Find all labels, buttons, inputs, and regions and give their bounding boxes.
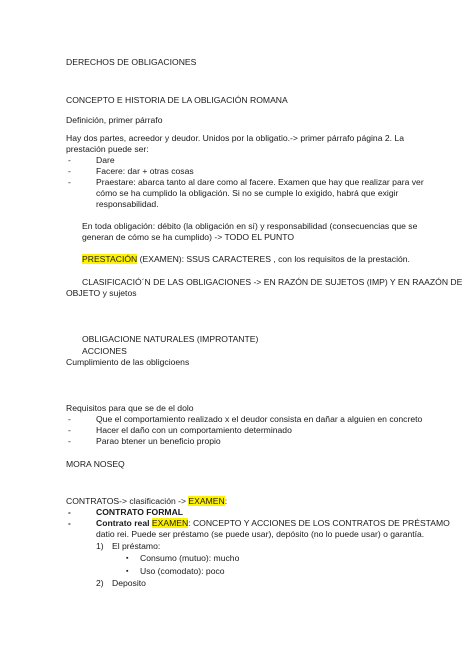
paragraph: prestación puede ser:: [66, 144, 149, 154]
list-item: Dare: [96, 155, 115, 165]
paragraph: En toda obligación: débito (la obligación en sí) y responsabilidad (consecuencias que se: [82, 221, 418, 231]
bold-text: Contrato real: [96, 518, 150, 528]
paragraph: Cumplimiento de las obligcioens: [66, 357, 190, 367]
highlight: PRESTACIÓN: [82, 254, 138, 264]
list-item: Uso (comodato): poco: [140, 566, 225, 576]
list-item: Deposito: [112, 578, 146, 588]
bullet-dash: -: [68, 155, 71, 165]
list-item: CONTRATO FORMAL: [96, 507, 184, 517]
highlight: EXAMEN: [151, 518, 189, 528]
bullet-dash: -: [68, 436, 71, 446]
list-item: Hacer el daño con un comportamiento determinado: [96, 425, 292, 435]
list-item: Facere: dar + otras cosas: [96, 166, 194, 176]
doc-title: DERECHOS DE OBLIGACIONES: [66, 57, 197, 67]
paragraph: [82, 254, 410, 265]
paragraph: Definición, primer párrafo: [66, 115, 163, 125]
square-bullet-icon: ▪: [126, 568, 129, 575]
list-item-continued: cómo se ha cumplido la obligación. Si no se cumple lo exigido, habrá que exigir: [96, 188, 399, 198]
list-number: 2): [96, 578, 104, 588]
paragraph: [66, 496, 227, 507]
list-item-continued: datio rei. Puede ser préstamo (se puede usar), depósito (no lo puede usar) o garantía.: [96, 529, 425, 539]
bullet-dash: -: [68, 507, 71, 517]
text: : CONCEPTO Y ACCIONES DE LOS CONTRATOS DE PRÉSTAMO: [188, 518, 450, 528]
paragraph: OBJETO y sujetos: [66, 288, 137, 298]
heading: ACCIONES: [82, 346, 127, 356]
bullet-dash: -: [68, 166, 71, 176]
bullet-dash: -: [68, 414, 71, 424]
list-item: Praestare: abarca tanto al dare como al facere. Examen que hay que realizar para ver: [96, 177, 424, 187]
paragraph: Requisitos para que se de el dolo: [66, 403, 194, 413]
highlight: EXAMEN: [188, 496, 225, 506]
text: (EXAMEN): SSUS CARACTERES , con los requisitos de la prestación.: [137, 254, 410, 264]
list-item: [96, 518, 450, 529]
paragraph: Hay dos partes, acreedor y deudor. Unidos por la obligatio.-> primer párrafo página 2. La: [66, 133, 404, 143]
bullet-dash: -: [68, 177, 71, 187]
text: CONTRATOS-> clasificación ->: [66, 496, 189, 506]
heading: OBLIGACIONE NATURALES (IMPROTANTE): [82, 334, 259, 344]
list-item: El préstamo:: [112, 541, 161, 551]
list-item-continued: responsabilidad.: [96, 199, 159, 209]
list-number: 1): [96, 541, 104, 551]
text: :: [224, 496, 228, 506]
bullet-dash: -: [68, 425, 71, 435]
square-bullet-icon: ▪: [126, 555, 129, 562]
list-item: Consumo (mutuo): mucho: [140, 553, 240, 563]
list-item: Parao btener un beneficio propio: [96, 436, 221, 446]
list-item: Que el comportamiento realizado x el deudor consista en dañar a alguien en concreto: [96, 414, 423, 424]
bullet-dash: -: [68, 518, 71, 528]
paragraph: generan de cómo se ha cumplido) -> TODO EL PUNTO: [82, 232, 294, 242]
section-heading: CONCEPTO E HISTORIA DE LA OBLIGACIÓN ROMANA: [66, 95, 288, 105]
paragraph: CLASIFICACIÓ´N DE LAS OBLIGACIONES -> EN RAZÓN DE SUJETOS (IMP) Y EN RAAZÓN DE: [82, 277, 463, 287]
heading: MORA NOSEQ: [66, 459, 125, 469]
